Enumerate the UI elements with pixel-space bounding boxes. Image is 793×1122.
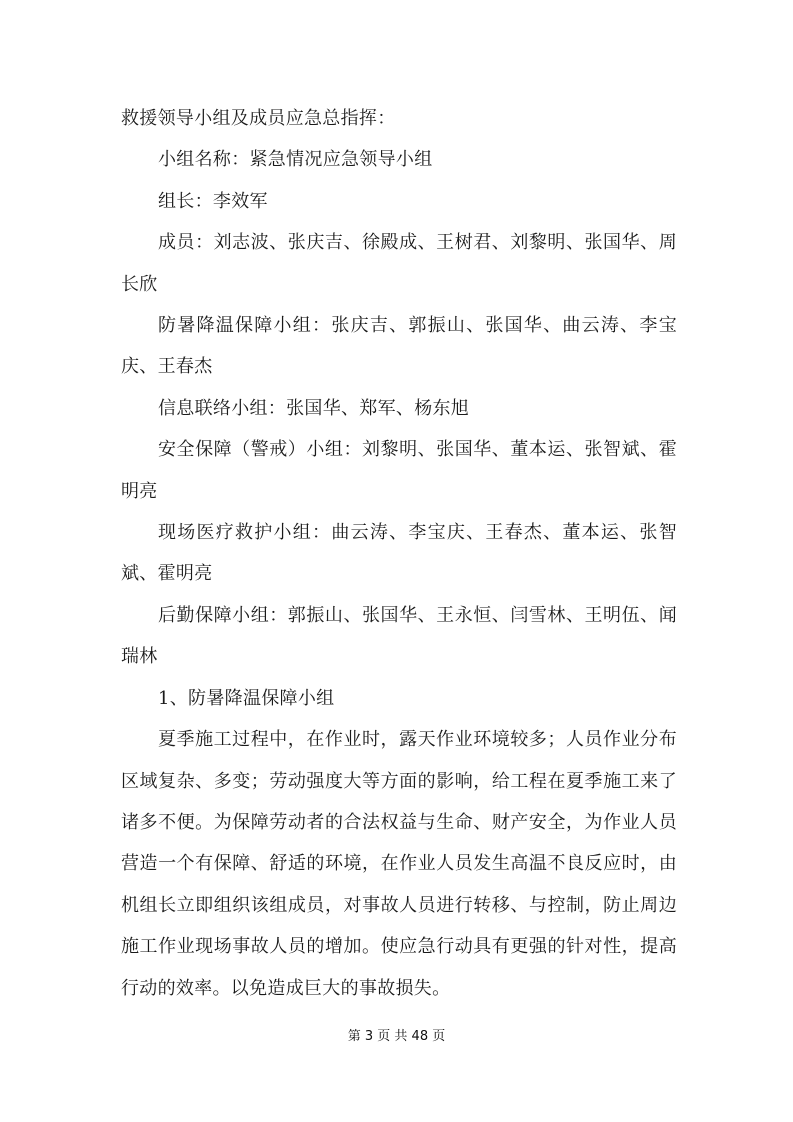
paragraph-group-leader: 组长：李效军 — [158, 190, 268, 212]
section-heading: 1、防暑降温保障小组 — [158, 687, 335, 709]
paragraph-heat-group: 防暑降温保障小组：张庆吉、郭振山、张国华、曲云涛、李宝庆、王春杰 — [121, 315, 677, 378]
paragraph-medical-group: 现场医疗救护小组：曲云涛、李宝庆、王春杰、董本运、张智斌、霍明亮 — [121, 522, 677, 585]
paragraph-heading: 救援领导小组及成员应急总指挥： — [121, 108, 396, 129]
paragraph-members: 成员：刘志波、张庆吉、徐殿成、王树君、刘黎明、张国华、周长欣 — [121, 232, 677, 295]
paragraph-info-group: 信息联络小组：张国华、郑军、杨东旭 — [158, 397, 470, 419]
page-footer: 第 3 页 共 48 页 — [347, 1029, 446, 1044]
paragraph-security-group: 安全保障（警戒）小组：刘黎明、张国华、董本运、张智斌、霍明亮 — [121, 439, 677, 502]
document-body — [121, 98, 677, 1009]
paragraph-body: 夏季施工过程中，在作业时，露天作业环境较多；人员作业分布区域复杂、多变；劳动强度大等方面的影响，给工程在夏季施工来了诸多不便。为保障劳动者的合法权益与生命、财产安全，为作业人员营造一个有保障、舒适的环境，在作业人员发生高温不良反应时，由机组长立即组织该组成员，对事故人员进行转移、与控制，防止周边施工作业现场事故人员的增加。使应急行动具有更强的针对性，提高行动的效率。以免造成巨大的事故损失。 — [121, 729, 677, 999]
paragraph-group-name: 小组名称：紧急情况应急领导小组 — [158, 149, 433, 171]
paragraph-logistics-group: 后勤保障小组：郭振山、张国华、王永恒、闫雪林、王明伍、闻瑞林 — [121, 604, 677, 668]
